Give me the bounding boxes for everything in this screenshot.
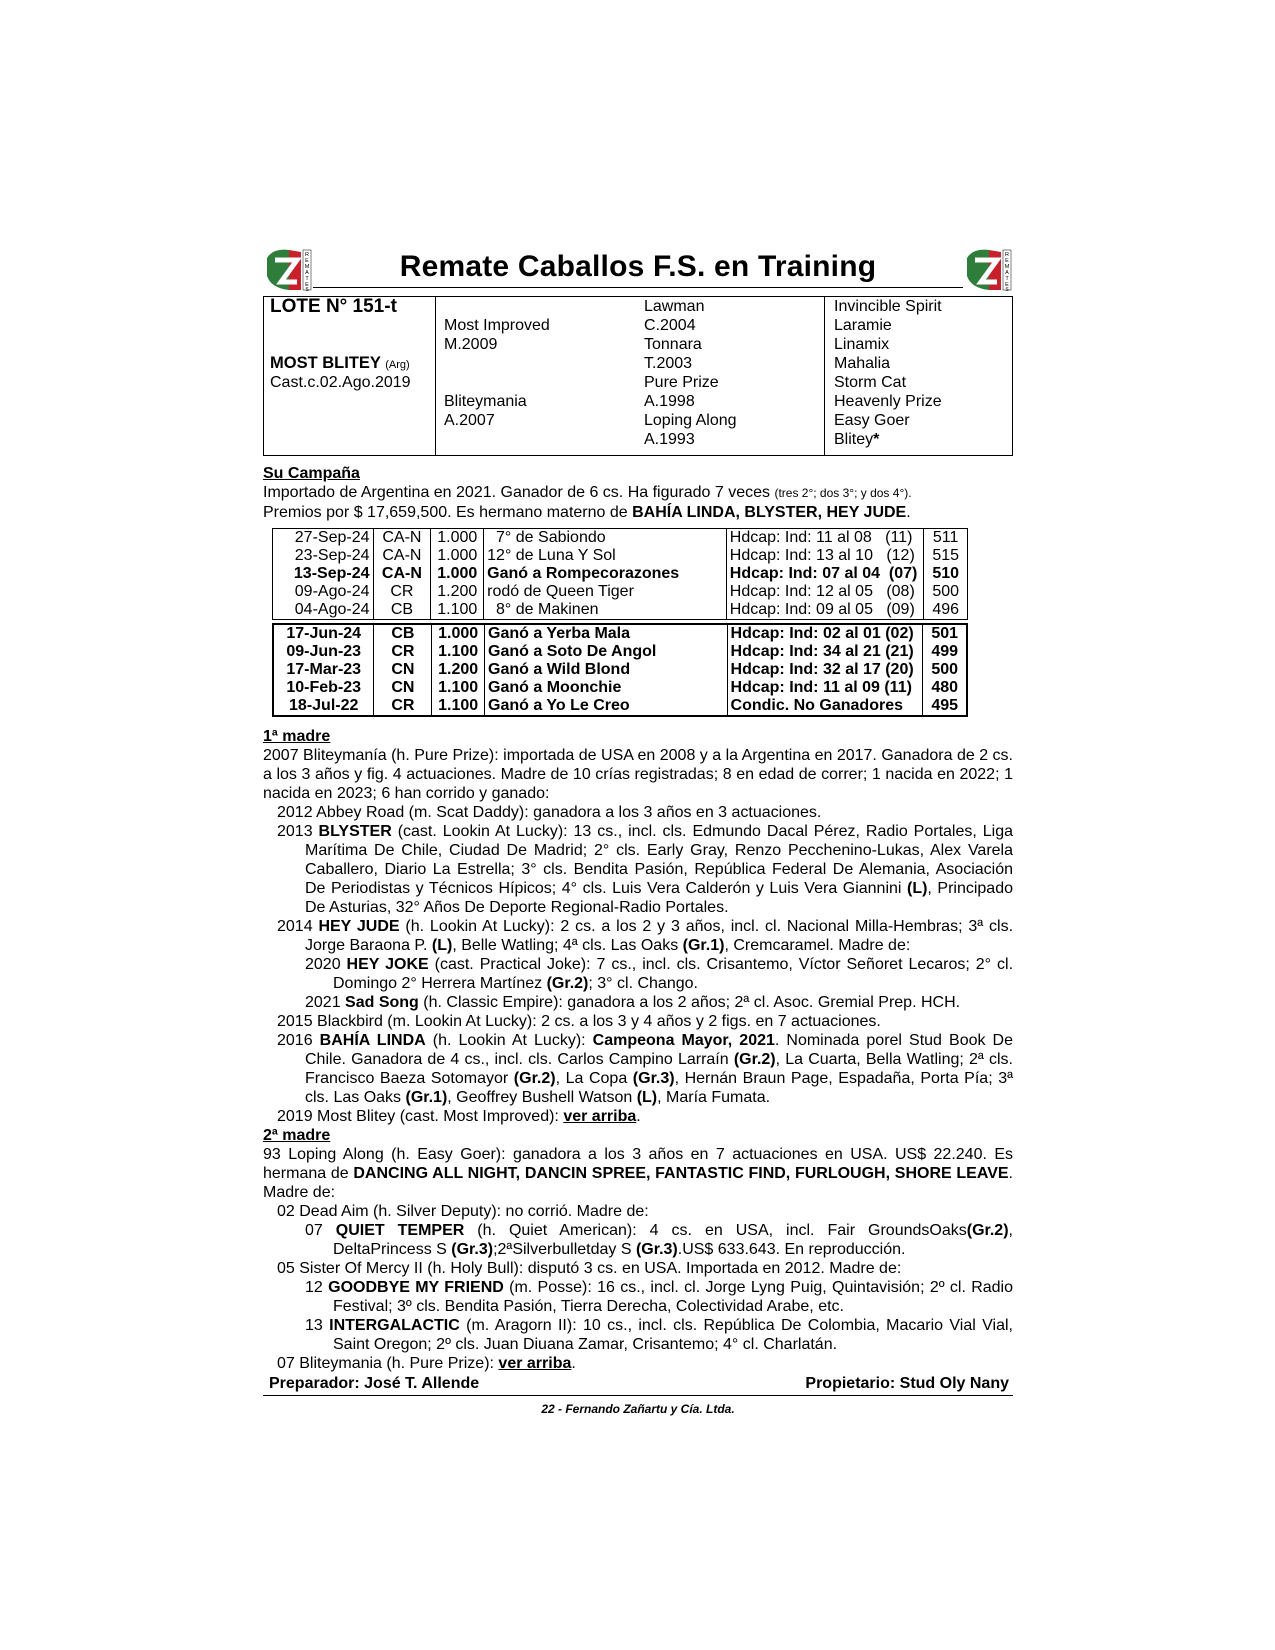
produce-entry: 2013 BLYSTER (cast. Lookin At Lucky): 13 cs., incl. cls. Edmundo Dacal Pérez, Radio Portales, Liga Marítima De Chile, Ciudad De Madrid; 2° cls. Early Gray, Renzo Pecchenino-Lukas, Alex Varela Caballero, Diario La Estrella; 3° cls. Bendita Pasión, República Federal De Alemania, Asociación De Periodistas y Técnicos Hípicos; 4° cls. Luis Vera Calderón y Luis Vera Giannini (L), Principado De Asturias, 32° Años De Deporte Regional-Radio Portales.: [277, 823, 1014, 916]
grandparent: Pure Prize: [644, 374, 719, 391]
racecourse: CN: [374, 661, 432, 679]
race-date: 09-Jun-23: [286, 643, 362, 660]
campaign-heading: Su Campaña: [263, 465, 360, 482]
race-date: 17-Mar-23: [286, 661, 362, 678]
produce-entry: 2014 HEY JUDE (h. Lookin At Lucky): 2 cs. a los 2 y 3 años, incl. cl. Nacional Milla-Hembras; 3ª cls. Jorge Baraona P. (L), Belle Watling; 4ª cls. Las Oaks (Gr.1), Cremcaramel. Madre de:: [277, 918, 1014, 954]
grandparent: Tonnara: [644, 336, 702, 353]
racecourse: CA-N: [373, 565, 431, 583]
campaign-summary: Importado de Argentina en 2021. Ganador de 6 cs. Ha figurado 7 veces (tres 2°; dos 3°; y dos 4°). Premios por $ 17,659,500. Es hermano materno de BAHÍA LINDA, BLYSTER, HEY JUDE.: [263, 484, 912, 521]
produce-entry: 2016 BAHÍA LINDA (h. Lookin At Lucky): Campeona Mayor, 2021. Nominada porel Stud Book De Chile. Ganadora de 4 cs., incl. cls. Carlos Campino Larraín (Gr.2), La Cuarta, Bella Watling; 2ª cls. Francisco Baeza Sotomayor (Gr.2), La Copa (Gr.3), Hernán Braun Page, Espadaña, Porta Pía; 3ª cls. Las Oaks (Gr.1), Geoffrey Bushell Watson (L), María Fumata.: [277, 1032, 1014, 1106]
trainer: Preparador: José T. Allende: [269, 1375, 480, 1392]
lot-footer: [263, 1373, 1013, 1395]
race-date: 04-Ago-24: [294, 601, 370, 618]
svg-text:M: M: [304, 264, 310, 270]
horse-weight: 499: [923, 643, 967, 661]
sire: Most Improved: [444, 317, 550, 334]
dam-year: A.2007: [444, 412, 495, 429]
grandparent: Loping Along: [644, 412, 737, 429]
distance: 1.100: [432, 643, 485, 661]
race-row: [273, 529, 968, 548]
grandparent: A.1998: [644, 393, 695, 410]
race-condition: Hdcap: Ind: 32 al 17 (20): [727, 661, 923, 679]
great-grandparent: Linamix: [834, 336, 890, 353]
distance: 1.100: [432, 697, 485, 716]
distance: 1.200: [432, 661, 485, 679]
owner: Propietario: Stud Oly Nany: [805, 1375, 1009, 1392]
title-underline: [313, 287, 963, 288]
horse-weight: 511: [924, 529, 968, 548]
racecourse: CA-N: [373, 547, 431, 565]
horse-name: MOST BLITEY (Arg): [270, 354, 410, 372]
race-date: 10-Feb-23: [286, 679, 362, 696]
race-row: [273, 565, 968, 583]
produce-entry: 05 Sister Of Mercy II (h. Holy Bull): disputó 3 cs. en USA. Importada en 2012. Madre de:: [277, 1260, 902, 1277]
svg-text:M: M: [1004, 264, 1010, 270]
race-date: 17-Jun-24: [286, 625, 362, 642]
wins-table: [272, 623, 968, 717]
great-grandparent: Heavenly Prize: [834, 393, 942, 410]
race-row: [273, 583, 968, 601]
race-row: [273, 679, 967, 697]
race-date: 27-Sep-24: [294, 529, 370, 546]
recent-races-table: [272, 528, 968, 620]
page-number-footer: 22 - Fernando Zañartu y Cía. Ltda.: [541, 1402, 735, 1416]
racecourse: CB: [374, 624, 432, 643]
svg-text:R: R: [1005, 252, 1009, 258]
grandparent: Lawman: [644, 298, 705, 315]
pedigree-box: [263, 296, 1013, 456]
pedigree-col-parents: [444, 297, 639, 430]
grandparent: A.1993: [644, 431, 695, 448]
distance: 1.000: [432, 624, 485, 643]
distance: 1.200: [431, 583, 484, 601]
race-result: rodó de Queen Tiger: [484, 583, 727, 601]
race-result: Ganó a Yerba Mala: [485, 624, 727, 643]
race-result: 7° de Sabiondo: [484, 529, 727, 548]
racecourse: CR: [373, 583, 431, 601]
race-row: [273, 661, 967, 679]
first-dam-heading: 1ª madre: [263, 728, 331, 745]
great-grandparent: Invincible Spirit: [834, 298, 942, 315]
race-result: Ganó a Soto De Angol: [485, 643, 727, 661]
produce-sub-entry: 13 INTERGALACTIC (m. Aragorn II): 10 cs., incl. cls. República De Colombia, Macario Vial Vial, Saint Oregon; 2º cls. Juan Diuana Zamar, Crisantemo; 4° cl. Charlatán.: [305, 1317, 1013, 1353]
dam: Bliteymania: [444, 393, 527, 410]
pedigree-col-horse: [270, 297, 440, 392]
race-condition: Hdcap: Ind: 02 al 01 (02): [727, 624, 923, 643]
horse-weight: 515: [924, 547, 968, 565]
first-dam-intro: 2007 Bliteymanía (h. Pure Prize): importada de USA en 2008 y a la Argentina en 2017. Ganadora de 2 cs. a los 3 años y fig. 4 actuaciones. Madre de 10 crías registradas; 8 en edad de correr; 1 nacida en 2022; 1 nacida en 2023; 6 han corrido y ganado:: [263, 747, 1013, 802]
horse-weight: 500: [923, 661, 967, 679]
distance: 1.000: [431, 547, 484, 565]
produce-entry: 2019 Most Blitey (cast. Most Improved): ver arriba.: [277, 1108, 641, 1125]
zanartu-remates-logo-right: [963, 246, 1013, 292]
svg-text:E: E: [1005, 258, 1009, 264]
produce-entry: 2015 Blackbird (m. Lookin At Lucky): 2 cs. a los 3 y 4 años y 2 figs. en 7 actuaciones.: [277, 1013, 881, 1030]
race-date: 18-Jul-22: [289, 697, 359, 714]
distance: 1.100: [431, 601, 484, 620]
svg-text:E: E: [1005, 282, 1009, 288]
distance: 1.000: [431, 565, 484, 583]
svg-text:T: T: [1005, 276, 1009, 282]
pedigree-col-great-grandparents: [830, 297, 1014, 449]
race-condition: Hdcap: Ind: 07 al 04 (07): [726, 565, 924, 583]
race-result: Ganó a Wild Blond: [485, 661, 727, 679]
race-result: 8° de Makinen: [484, 601, 727, 620]
svg-text:E: E: [305, 282, 309, 288]
race-condition: Hdcap: Ind: 11 al 09 (11): [727, 679, 923, 697]
great-grandparent: Easy Goer: [834, 412, 910, 429]
produce-sub-entry: 07 QUIET TEMPER (h. Quiet American): 4 cs. en USA, incl. Fair GroundsOaks(Gr.2), DeltaPrincess S (Gr.3);2ªSilverbulletday S (Gr.3).US$ 633.643. En reproducción.: [305, 1222, 1013, 1258]
race-date: 09-Ago-24: [294, 583, 370, 600]
distance: 1.000: [431, 529, 484, 548]
race-condition: Hdcap: Ind: 13 al 10 (12): [726, 547, 924, 565]
lot-number: LOTE N° 151-t: [270, 296, 397, 317]
racecourse: CN: [374, 679, 432, 697]
racecourse: CR: [374, 643, 432, 661]
horse-weight: 501: [923, 624, 967, 643]
great-grandparent: Storm Cat: [834, 374, 907, 391]
produce-entry: 02 Dead Aim (h. Silver Deputy): no corrió. Madre de:: [277, 1203, 649, 1220]
race-result: 12° de Luna Y Sol: [484, 547, 727, 565]
produce-entry: 2012 Abbey Road (m. Scat Daddy): ganadora a los 3 años en 3 actuaciones.: [277, 804, 822, 821]
sire-year: M.2009: [444, 336, 498, 353]
grandparent: T.2003: [644, 355, 693, 372]
page-title: Remate Caballos F.S. en Training: [399, 250, 877, 283]
racecourse: CB: [373, 601, 431, 620]
race-condition: Hdcap: Ind: 12 al 05 (08): [726, 583, 924, 601]
produce-sub-entry: 2020 HEY JOKE (cast. Practical Joke): 7 cs., incl. cls. Crisantemo, Víctor Señoret Lecaros; 2° cl. Domingo 2° Herrera Martínez (Gr.2); 3° cl. Chango.: [305, 956, 1014, 992]
svg-text:S: S: [305, 287, 309, 292]
horse-weight: 510: [924, 565, 968, 583]
horse-weight: 480: [923, 679, 967, 697]
horse-birth: Cast.c.02.Ago.2019: [270, 374, 411, 391]
race-condition: Hdcap: Ind: 11 al 08 (11): [726, 529, 924, 548]
race-row: [273, 643, 967, 661]
race-result: Ganó a Moonchie: [485, 679, 727, 697]
race-condition: Hdcap: Ind: 34 al 21 (21): [727, 643, 923, 661]
race-row: [273, 601, 968, 620]
produce-sub-entry: 2021 Sad Song (h. Classic Empire): ganadora a los 2 años; 2ª cl. Asoc. Gremial Prep. HCH.: [305, 994, 961, 1011]
great-grandparent: Mahalia: [834, 355, 891, 372]
svg-text:A: A: [305, 270, 309, 276]
great-grandparent: Laramie: [834, 317, 892, 334]
race-row: [273, 547, 968, 565]
svg-text:S: S: [1005, 287, 1009, 292]
race-result: Ganó a Rompecorazones: [484, 565, 727, 583]
svg-text:E: E: [305, 258, 309, 264]
race-condition: Condic. No Ganadores: [727, 697, 923, 716]
catalog-page: [263, 240, 1013, 1416]
distance: 1.100: [432, 679, 485, 697]
race-condition: Hdcap: Ind: 09 al 05 (09): [726, 601, 924, 620]
horse-weight: 496: [924, 601, 968, 620]
footer-rule: [263, 1395, 1013, 1396]
race-date: 23-Sep-24: [294, 547, 370, 564]
horse-weight: 500: [924, 583, 968, 601]
race-row: [273, 624, 967, 643]
svg-text:A: A: [1005, 270, 1009, 276]
second-dam-heading: 2ª madre: [263, 1127, 331, 1144]
race-row: [273, 697, 967, 716]
pedigree-col-grandparents: [640, 297, 832, 449]
racecourse: CA-N: [373, 529, 431, 548]
page-header: [263, 240, 1013, 296]
grandparent: C.2004: [644, 317, 696, 334]
race-date: 13-Sep-24: [293, 565, 370, 582]
produce-entry: 07 Bliteymania (h. Pure Prize): ver arriba.: [277, 1355, 576, 1372]
svg-text:R: R: [305, 252, 309, 258]
horse-weight: 495: [923, 697, 967, 716]
race-result: Ganó a Yo Le Creo: [485, 697, 727, 716]
second-dam-intro: 93 Loping Along (h. Easy Goer): ganadora a los 3 años en 7 actuaciones en USA. US$ 22.240. Es hermana de DANCING ALL NIGHT, DANCIN SPREE, FANTASTIC FIND, FURLOUGH, SHORE LEAVE. Madre de:: [263, 1146, 1013, 1201]
racecourse: CR: [374, 697, 432, 716]
svg-text:T: T: [305, 276, 309, 282]
zanartu-remates-logo-left: [263, 246, 313, 292]
produce-sub-entry: 12 GOODBYE MY FRIEND (m. Posse): 16 cs., incl. cl. Jorge Lyng Puig, Quintavisión; 2º cl. Radio Festival; 3º cls. Bendita Pasión, Tierra Derecha, Colectividad Arabe, etc.: [305, 1279, 1014, 1315]
great-grandparent: Blitey*: [834, 431, 880, 448]
